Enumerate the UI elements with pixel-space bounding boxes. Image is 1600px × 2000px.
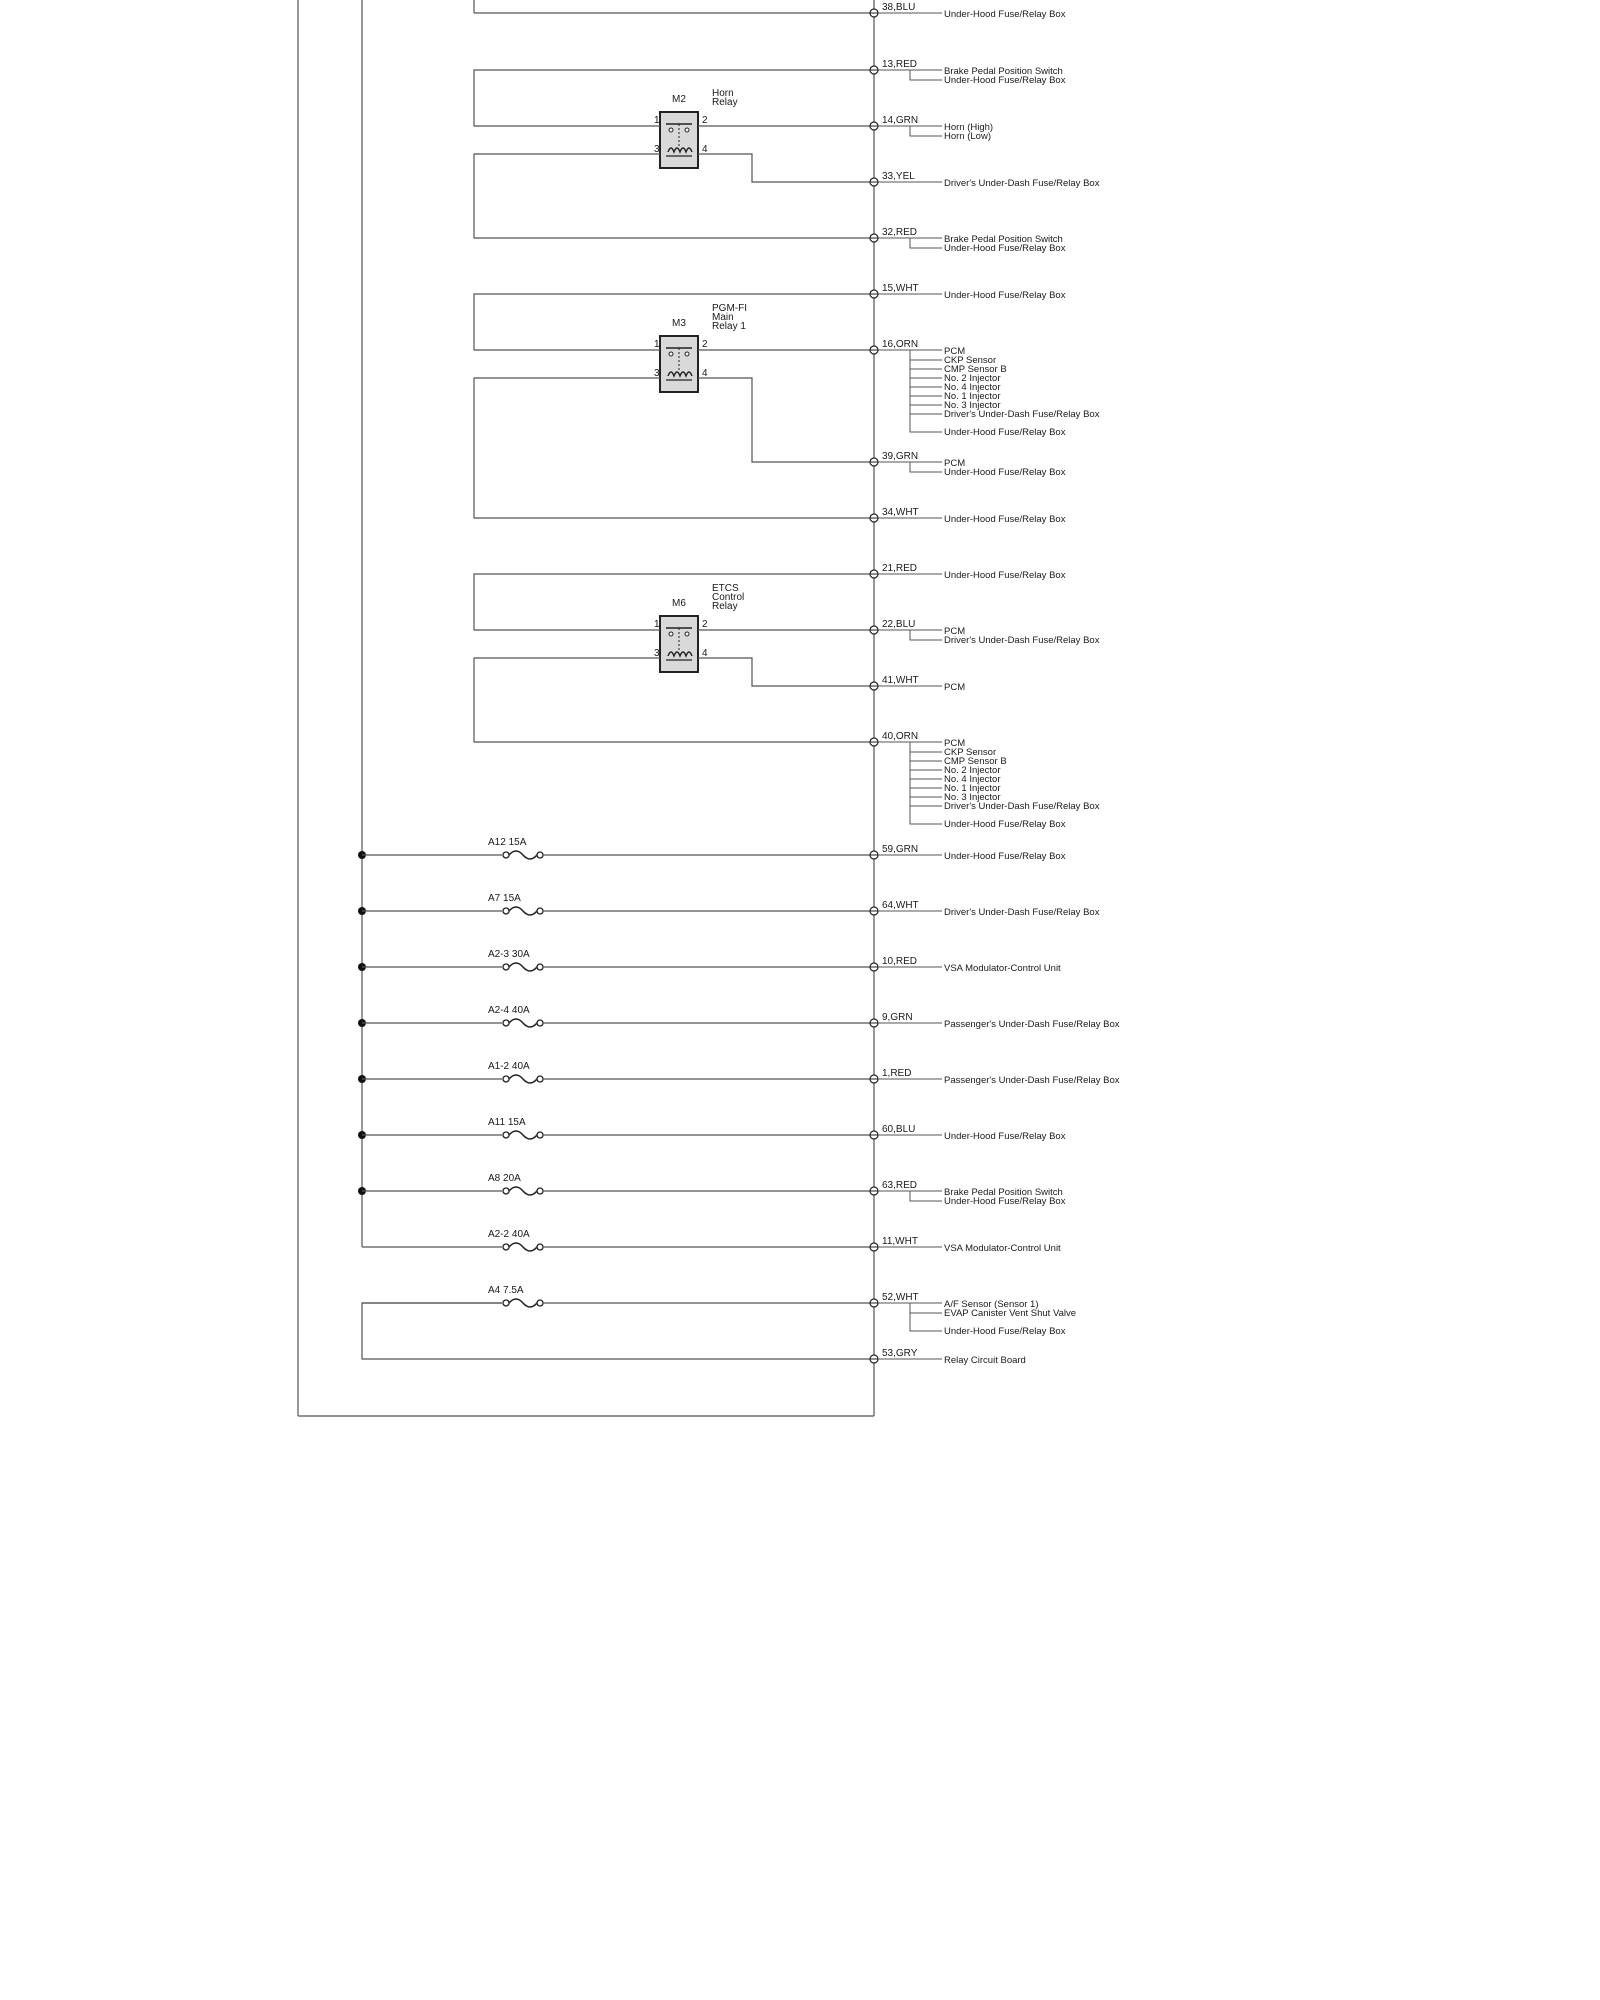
pin-color-label: 39,GRN — [882, 451, 919, 462]
relay-contact — [685, 128, 689, 132]
destination-label: PCM — [944, 738, 966, 749]
destination-label: Driver's Under-Dash Fuse/Relay Box — [944, 178, 1100, 189]
pin-color-label: 21,RED — [882, 563, 918, 574]
fuse-terminal — [537, 852, 543, 858]
fuse-terminal — [503, 1132, 509, 1138]
fuse-terminal — [537, 1244, 543, 1250]
leader-branch — [910, 462, 942, 472]
destination-label: Under-Hood Fuse/Relay Box — [944, 819, 1066, 830]
relay-contact — [669, 352, 673, 356]
pin-color-label: 34,WHT — [882, 507, 919, 518]
destinations-9-grn — [878, 1019, 1120, 1030]
destination-label: Under-Hood Fuse/Relay Box — [944, 1131, 1066, 1142]
fuse-terminal — [537, 1188, 543, 1194]
fuse-terminal — [503, 1244, 509, 1250]
terminal-59-grn — [870, 844, 918, 859]
relay-pin: 3 — [654, 648, 660, 659]
destination-label: Driver's Under-Dash Fuse/Relay Box — [944, 635, 1100, 646]
fuse-label: A2-4 40A — [488, 1005, 530, 1016]
fuse-terminal — [537, 908, 543, 914]
fuse-element — [509, 851, 537, 859]
leader-branch — [910, 350, 942, 432]
destination-label: PCM — [944, 626, 966, 637]
fuses — [358, 837, 543, 1307]
destination-label: PCM — [944, 458, 966, 469]
pin-color-label: 10,RED — [882, 956, 918, 967]
fuse-element — [509, 907, 537, 915]
fuse-label: A8 20A — [488, 1173, 521, 1184]
destination-label: Passenger's Under-Dash Fuse/Relay Box — [944, 1019, 1120, 1030]
leader-branch — [910, 70, 942, 80]
fuse-1 — [358, 893, 543, 915]
destination-label: Relay Circuit Board — [944, 1355, 1026, 1366]
pin-color-label: 52,WHT — [882, 1292, 919, 1303]
wire-lines — [362, 13, 874, 1359]
relay-pin: 4 — [702, 648, 708, 659]
fuse-terminal — [537, 1132, 543, 1138]
leader-branch — [910, 742, 942, 770]
pin-color-label: 15,WHT — [882, 283, 919, 294]
terminal-16-orn — [870, 339, 918, 354]
relay-name: Control — [712, 592, 745, 603]
destination-label: VSA Modulator-Control Unit — [944, 1243, 1061, 1254]
destination-label: Under-Hood Fuse/Relay Box — [944, 75, 1066, 86]
pin-color-label: 33,YEL — [882, 171, 915, 182]
destination-label: Horn (Low) — [944, 131, 991, 142]
relay-name: Relay — [712, 601, 738, 612]
leader-branch — [910, 742, 942, 752]
relay-name: PGM-FI — [712, 303, 747, 314]
fuse-element — [509, 1243, 537, 1251]
destination-label: No. 1 Injector — [944, 783, 1001, 794]
diagram-frame — [298, 0, 874, 1416]
relay-m3 — [654, 303, 747, 392]
pin-color-label: 64,WHT — [882, 900, 919, 911]
leader-branch — [910, 238, 942, 248]
fuse-terminal — [537, 1300, 543, 1306]
relay-name: Main — [712, 312, 734, 323]
destination-label: No. 2 Injector — [944, 373, 1001, 384]
fuse-7 — [488, 1229, 543, 1251]
terminal-52-wht — [870, 1292, 919, 1307]
destination-label: Driver's Under-Dash Fuse/Relay Box — [944, 801, 1100, 812]
fuse-terminal — [503, 852, 509, 858]
pin-color-label: 22,BLU — [882, 619, 916, 630]
pin-color-label: 16,ORN — [882, 339, 919, 350]
terminal-41-wht — [870, 675, 919, 690]
destination-label: VSA Modulator-Control Unit — [944, 963, 1061, 974]
fuse-8 — [488, 1285, 543, 1307]
fuse-element — [509, 1019, 537, 1027]
leader-branch — [910, 350, 942, 360]
relay-pin: 2 — [702, 339, 708, 350]
destinations-52-wht — [878, 1299, 1076, 1337]
fuse-element — [509, 1131, 537, 1139]
fuse-label: A1-2 40A — [488, 1061, 530, 1072]
relay-id: M6 — [672, 598, 686, 609]
fuse-0 — [358, 837, 543, 859]
destination-label: Under-Hood Fuse/Relay Box — [944, 9, 1066, 20]
pin-color-label: 38,BLU — [882, 2, 916, 13]
relays — [654, 88, 747, 672]
destination-label: CKP Sensor — [944, 747, 997, 758]
pin-color-label: 32,RED — [882, 227, 918, 238]
terminal-11-wht — [870, 1236, 918, 1251]
pin-color-label: 60,BLU — [882, 1124, 916, 1135]
destination-label: Driver's Under-Dash Fuse/Relay Box — [944, 409, 1100, 420]
relay-pin: 4 — [702, 144, 708, 155]
fuse-terminal — [503, 1300, 509, 1306]
destination-label: EVAP Canister Vent Shut Valve — [944, 1308, 1077, 1319]
destination-label: Under-Hood Fuse/Relay Box — [944, 570, 1066, 581]
destination-label: Passenger's Under-Dash Fuse/Relay Box — [944, 1075, 1120, 1086]
destination-label: PCM — [944, 682, 966, 693]
terminal-15-wht — [870, 283, 919, 298]
relay-pin4-wire — [698, 154, 874, 182]
pin-color-label: 1,RED — [882, 1068, 912, 1079]
destination-label: Under-Hood Fuse/Relay Box — [944, 851, 1066, 862]
relay-name: Horn — [712, 88, 734, 99]
destination-label: Brake Pedal Position Switch — [944, 1187, 1063, 1198]
destination-label: Brake Pedal Position Switch — [944, 66, 1063, 77]
destination-label: No. 1 Injector — [944, 391, 1001, 402]
fuse-5 — [358, 1117, 543, 1139]
pin-color-label: 41,WHT — [882, 675, 919, 686]
relay-pin4-wire — [698, 378, 874, 462]
terminal-34-wht — [870, 507, 919, 522]
destinations-1-red — [878, 1075, 1120, 1086]
fuse-terminal — [537, 964, 543, 970]
relay-pin: 1 — [654, 115, 660, 126]
terminal-40-orn — [870, 731, 918, 746]
pin-color-label: 11,WHT — [882, 1236, 918, 1247]
terminal-9-grn — [870, 1012, 913, 1027]
terminal-39-grn — [870, 451, 918, 466]
leader-branch — [910, 126, 942, 136]
destination-label: CKP Sensor — [944, 355, 997, 366]
leader-branch — [910, 742, 942, 788]
destination-label: Under-Hood Fuse/Relay Box — [944, 243, 1066, 254]
relay-name: Relay 1 — [712, 321, 746, 332]
destination-label: Driver's Under-Dash Fuse/Relay Box — [944, 907, 1100, 918]
fuse-2 — [358, 949, 543, 971]
relay-contact — [669, 128, 673, 132]
relay-m6 — [654, 583, 744, 672]
relay-contact — [669, 632, 673, 636]
leader-branch — [910, 1303, 942, 1331]
a4-loop-wire — [362, 1303, 874, 1359]
relay-contact — [685, 352, 689, 356]
pin-color-label: 9,GRN — [882, 1012, 913, 1023]
connector-terminals — [870, 2, 919, 1363]
fuse-terminal — [503, 1020, 509, 1026]
fuse-label: A2-3 30A — [488, 949, 530, 960]
fuse-terminal — [537, 1020, 543, 1026]
fuse-label: A12 15A — [488, 837, 527, 848]
fuse-4 — [358, 1061, 543, 1083]
pin-color-label: 59,GRN — [882, 844, 919, 855]
terminal-1-red — [870, 1068, 911, 1083]
destination-label: Under-Hood Fuse/Relay Box — [944, 514, 1066, 525]
relay-name: ETCS — [712, 583, 739, 594]
leader-branch — [910, 1303, 942, 1313]
fuse-label: A2-2 40A — [488, 1229, 530, 1240]
fuse-label: A7 15A — [488, 893, 521, 904]
destination-label: No. 2 Injector — [944, 765, 1001, 776]
relay-id: M3 — [672, 318, 686, 329]
terminal-60-blu — [870, 1124, 915, 1139]
terminal-22-blu — [870, 619, 915, 634]
destination-label: Brake Pedal Position Switch — [944, 234, 1063, 245]
relay-pin: 3 — [654, 368, 660, 379]
pin-color-label: 63,RED — [882, 1180, 918, 1191]
destination-labels — [878, 9, 1120, 1366]
fuse-element — [509, 963, 537, 971]
relay-m2 — [654, 88, 738, 168]
leader-branch — [910, 630, 942, 640]
destination-label: Under-Hood Fuse/Relay Box — [944, 467, 1066, 478]
destination-label: No. 4 Injector — [944, 774, 1001, 785]
relay-pin: 2 — [702, 115, 708, 126]
leader-branch — [910, 350, 942, 378]
destinations-16-orn — [878, 346, 1100, 438]
destination-label: Horn (High) — [944, 122, 994, 133]
fuse-terminal — [503, 908, 509, 914]
destination-label: No. 4 Injector — [944, 382, 1001, 393]
destination-label: Under-Hood Fuse/Relay Box — [944, 427, 1066, 438]
destination-label: CMP Sensor B — [944, 756, 1007, 767]
terminal-53-gry — [870, 1348, 918, 1363]
destination-label: CMP Sensor B — [944, 364, 1007, 375]
pin-color-label: 14,GRN — [882, 115, 919, 126]
fuse-element — [509, 1299, 537, 1307]
fuse-label: A11 15A — [488, 1117, 526, 1128]
fuse-label: A4 7.5A — [488, 1285, 524, 1296]
relay-pin: 3 — [654, 144, 660, 155]
relay-pin3-wire — [474, 378, 874, 518]
terminal-38-blu — [870, 2, 915, 17]
leader-branch — [910, 350, 942, 396]
destinations-40-orn — [878, 738, 1100, 830]
destination-label: No. 3 Injector — [944, 792, 1001, 803]
destination-label: No. 3 Injector — [944, 400, 1001, 411]
terminal-64-wht — [870, 900, 919, 915]
relay-pin: 2 — [702, 619, 708, 630]
fuse-6 — [358, 1173, 543, 1195]
relay-contact — [685, 632, 689, 636]
pin-color-label: 53,GRY — [882, 1348, 918, 1359]
destination-label: PCM — [944, 346, 966, 357]
terminal-33-yel — [870, 171, 915, 186]
relay-pin: 1 — [654, 339, 660, 350]
terminal-14-grn — [870, 115, 918, 130]
leader-branch — [910, 1191, 942, 1201]
fuse-terminal — [503, 1076, 509, 1082]
relay-name: Relay — [712, 97, 738, 108]
terminal-21-red — [870, 563, 917, 578]
relay-id: M2 — [672, 94, 686, 105]
destination-label: A/F Sensor (Sensor 1) — [944, 1299, 1039, 1310]
destination-label: Under-Hood Fuse/Relay Box — [944, 1326, 1066, 1337]
pin-color-label: 13,RED — [882, 59, 918, 70]
fuse-element — [509, 1075, 537, 1083]
pin-color-label: 40,ORN — [882, 731, 919, 742]
fuse-3 — [358, 1005, 543, 1027]
fuse-terminal — [503, 964, 509, 970]
fuse-terminal — [503, 1188, 509, 1194]
destination-label: Under-Hood Fuse/Relay Box — [944, 1196, 1066, 1207]
terminal-10-red — [870, 956, 917, 971]
fuse-element — [509, 1187, 537, 1195]
destination-label: Under-Hood Fuse/Relay Box — [944, 290, 1066, 301]
relay-pin: 4 — [702, 368, 708, 379]
relay-pin4-wire — [698, 658, 874, 686]
leader-branch — [910, 742, 942, 824]
relay-pin: 1 — [654, 619, 660, 630]
fuse-terminal — [537, 1076, 543, 1082]
